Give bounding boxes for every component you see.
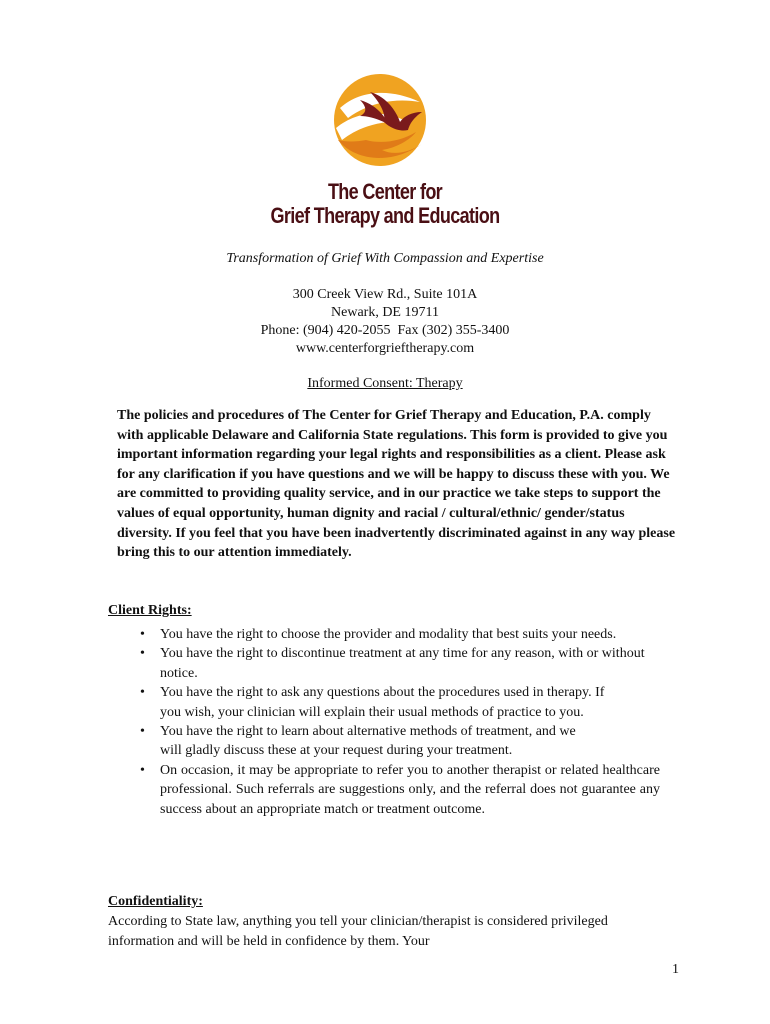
client-right-text: You have the right to ask any questions about the procedures used in therapy. If you wish, your clinician will explain their usual methods of practice to you. (160, 685, 605, 720)
client-right-text: You have the right to choose the provider and modality that best suits your needs. (160, 627, 617, 642)
org-name-line2: Grief Therapy and Education (270, 203, 500, 228)
bullet-icon: • (140, 685, 145, 701)
client-rights-list (108, 625, 708, 819)
client-right-text: You have the right to discontinue treatment at any time for any reason, with or without notice. (160, 646, 645, 681)
client-right-text: You have the right to learn about alternative methods of treatment, and we will gladly discuss these at your request during your treatment. (160, 724, 576, 759)
address-line1: 300 Creek View Rd., Suite 101A (292, 287, 478, 302)
address-line2: Newark, DE 19711 (331, 305, 439, 320)
list-item (108, 683, 708, 722)
phone-fax: Phone: (904) 420-2055 Fax (302) 355-3400 (260, 323, 510, 338)
form-title: Informed Consent: Therapy (307, 376, 463, 391)
policy-text: The policies and procedures of The Center for Grief Therapy and Education, P.A. comply with applicable Delaware and California State regulations. This form is provided to give you important information regarding your legal rights and responsibilities as a client. Please ask for any clarification if you have questions and we will be happy to discuss these with you. We are committed to providing quality service, and in our practice we take steps to support the values of equal opportunity, human dignity and racial / cultural/ethnic/ gender/status diversity. If you feel that you have been inadvertently discriminated against in any way please bring this to our attention immediately. (117, 408, 676, 561)
phoenix-in-hands-logo (330, 70, 440, 175)
tagline: Transformation of Grief With Compassion and Expertise (226, 251, 544, 266)
bullet-icon: • (140, 627, 145, 642)
confidentiality-heading: Confidentiality: (108, 894, 203, 909)
page-number: 1 (672, 962, 679, 977)
list-item (108, 644, 740, 683)
bullet-icon: • (140, 646, 145, 662)
bullet-icon: • (140, 762, 145, 778)
client-right-text: On occasion, it may be appropriate to refer you to another therapist or related healthcare professional. Such referrals are suggestions only, and the referral does not guarantee any success about an appropriate match or treatment outcome. (160, 762, 660, 817)
confidentiality-text: According to State law, anything you tell your clinician/therapist is considered privileged information and will be held in confidence by them. Your (108, 914, 608, 949)
policy-paragraph (117, 406, 677, 563)
bullet-icon: • (140, 724, 145, 740)
list-item (108, 722, 708, 761)
list-item (108, 761, 708, 819)
client-rights-heading: Client Rights: (108, 603, 192, 618)
website-link[interactable]: www.centerforgrieftherapy.com (295, 341, 475, 356)
list-item (108, 625, 708, 644)
org-name-line1: The Center for (327, 179, 443, 204)
